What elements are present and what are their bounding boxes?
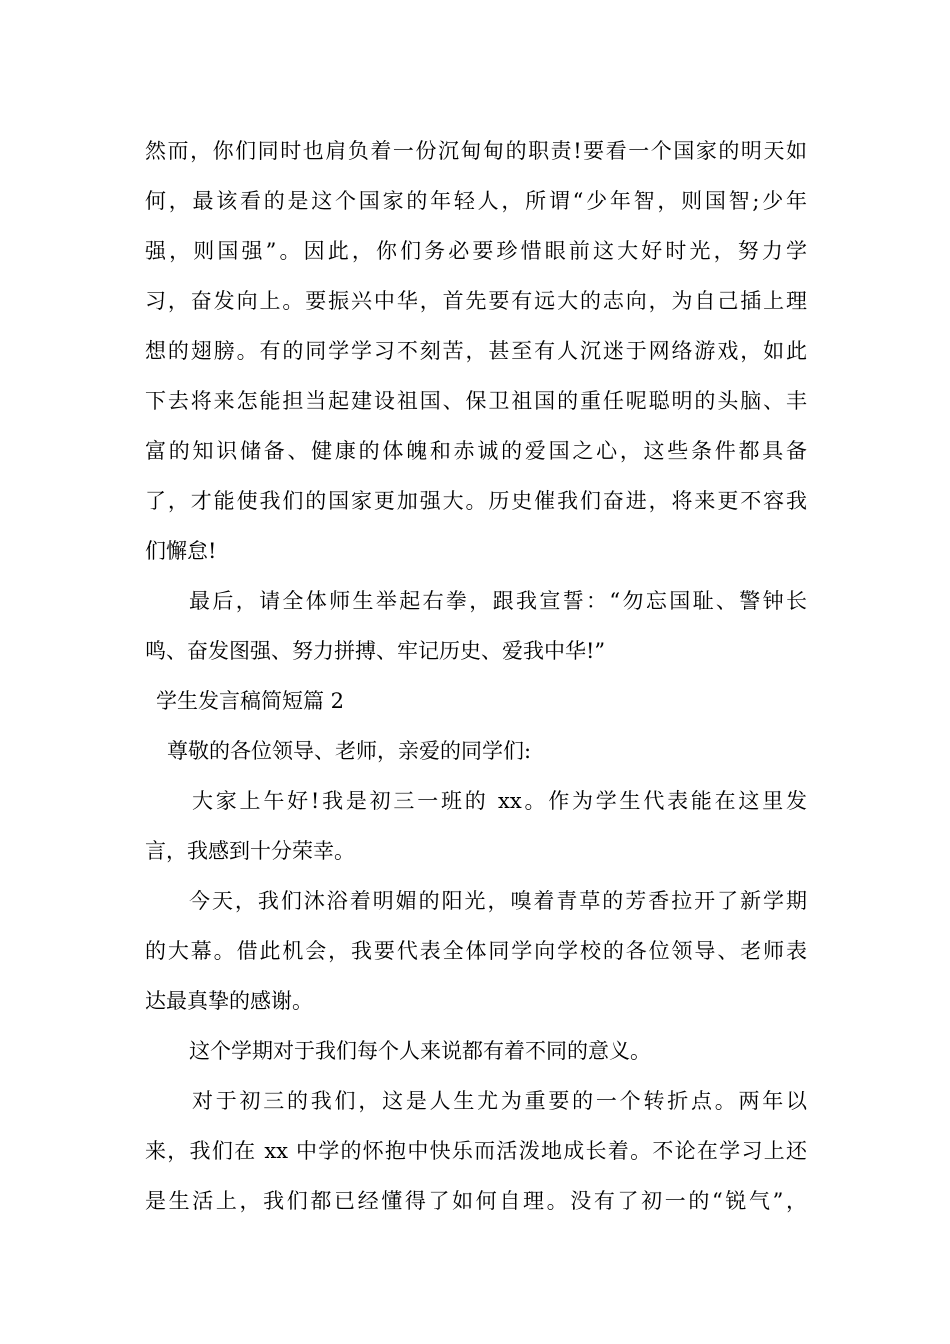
text-line: 来，我们在 xx 中学的怀抱中快乐而活泼地成长着。不论在学习上还 [145,1139,807,1163]
text-line: 鸣、奋发图强、努力拼搏、牢记历史、爱我中华!” [145,639,606,663]
text-line: 们懈怠! [145,539,217,563]
text-line: 是生活上，我们都已经懂得了如何自理。没有了初一的“锐气”， [145,1189,807,1213]
text-line: 达最真挚的感谢。 [145,989,313,1013]
text-line: 何，最该看的是这个国家的年轻人，所谓“少年智，则国智;少年 [145,189,807,213]
text-line: 富的知识储备、健康的体魄和赤诚的爱国之心，这些条件都具备 [145,439,807,463]
text-line: 言，我感到十分荣幸。 [145,839,355,863]
text-line: 对于初三的我们，这是人生尤为重要的一个转折点。两年以 [192,1089,807,1113]
text-line: 然而，你们同时也肩负着一份沉甸甸的职责!要看一个国家的明天如 [145,139,807,163]
text-line: 最后，请全体师生举起右拳，跟我宣誓：“勿忘国耻、警钟长 [189,589,807,613]
text-line: 今天，我们沐浴着明媚的阳光，嗅着青草的芳香拉开了新学期 [189,889,807,913]
text-line: 下去将来怎能担当起建设祖国、保卫祖国的重任呢聪明的头脑、丰 [145,389,807,413]
text-line: 了，才能使我们的国家更加强大。历史催我们奋进，将来更不容我 [145,489,807,513]
text-line: 习，奋发向上。要振兴中华，首先要有远大的志向，为自己插上理 [145,289,807,313]
text-line: 这个学期对于我们每个人来说都有着不同的意义。 [189,1039,651,1063]
salutation: 尊敬的各位领导、老师，亲爱的同学们: [167,739,532,763]
section-heading: 学生发言稿简短篇 2 [156,689,345,713]
text-line: 想的翅膀。有的同学学习不刻苦，甚至有人沉迷于网络游戏，如此 [145,339,807,363]
text-line: 强，则国强”。因此，你们务必要珍惜眼前这大好时光，努力学 [145,239,807,263]
text-line: 大家上午好!我是初三一班的 xx。作为学生代表能在这里发 [192,789,807,813]
text-line: 的大幕。借此机会，我要代表全体同学向学校的各位领导、老师表 [145,939,807,963]
